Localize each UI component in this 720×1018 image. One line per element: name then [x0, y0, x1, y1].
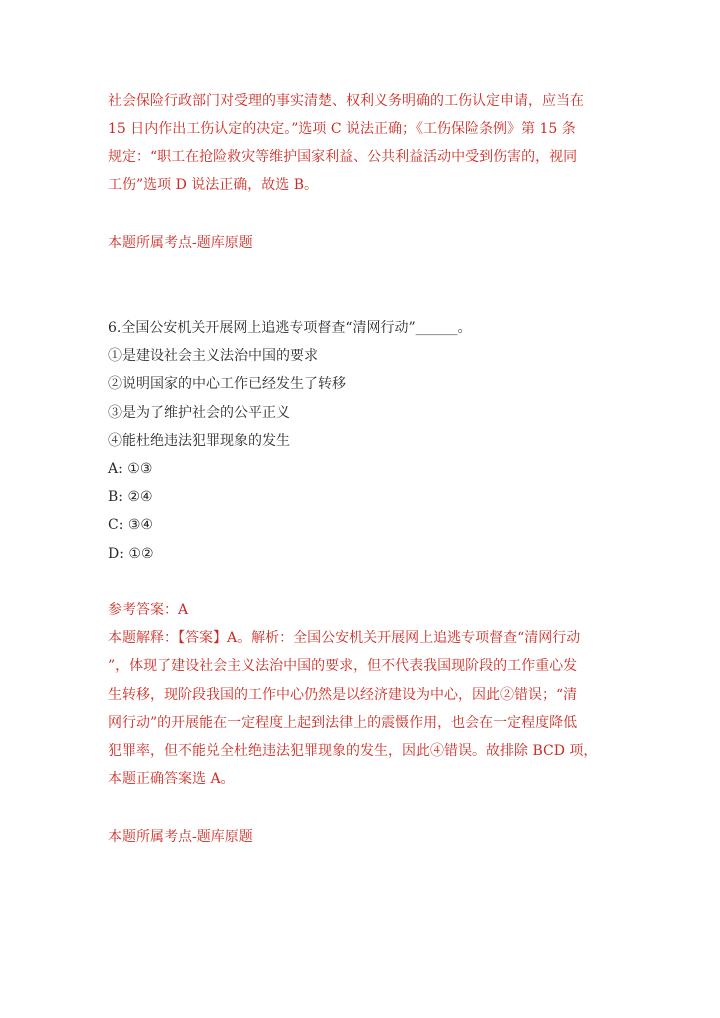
option-b: B: ②④: [108, 489, 153, 505]
explanation-line-5: 犯罪率，但不能兑全杜绝违法犯罪现象的发生，因此④错误。故排除 BCD 项，: [108, 743, 598, 759]
prev-analysis-line-2: 15 日内作出工伤认定的决定。”选项 C 说法正确；《工伤保险条例》第 15 条: [108, 121, 576, 137]
statement-3: ③是为了维护社会的公平正义: [108, 405, 290, 421]
prev-source-label: 本题所属考点-题库原题: [108, 235, 253, 251]
statement-4: ④能杜绝违法犯罪现象的发生: [108, 433, 290, 449]
explanation-line-2: ”，体现了建设社会主义法治中国的要求，但不代表我国现阶段的工作重心发: [108, 658, 578, 674]
source-label: 本题所属考点-题库原题: [108, 829, 253, 845]
statement-1: ①是建设社会主义法治中国的要求: [108, 348, 318, 364]
reference-answer: 参考答案：A: [108, 602, 189, 618]
prev-analysis-line-1: 社会保险行政部门对受理的事实清楚、权利义务明确的工伤认定申请，应当在: [108, 93, 584, 109]
explanation-line-4: 网行动”的开展能在一定程度上起到法律上的震慑作用，也会在一定程度降低: [108, 715, 578, 731]
statement-2: ②说明国家的中心工作已经发生了转移: [108, 376, 346, 392]
option-d: D: ①②: [108, 546, 154, 562]
prev-analysis-line-4: 工伤”选项 D 说法正确，故选 B。: [108, 177, 319, 193]
explanation-line-6: 本题正确答案选 A。: [108, 771, 235, 787]
question-stem: 6.全国公安机关开展网上追逃专项督查“清网行动”______。: [108, 320, 472, 336]
explanation-line-3: 生转移，现阶段我国的工作中心仍然是以经济建设为中心，因此②错误；“清: [108, 687, 578, 703]
option-a: A: ①③: [108, 461, 153, 477]
explanation-line-1: 本题解释：【答案】A。解析：全国公安机关开展网上追逃专项督查“清网行动: [108, 630, 581, 646]
option-c: C: ③④: [108, 517, 153, 533]
prev-analysis-line-3: 规定：“职工在抢险救灾等维护国家利益、公共利益活动中受到伤害的，视同: [108, 149, 578, 165]
